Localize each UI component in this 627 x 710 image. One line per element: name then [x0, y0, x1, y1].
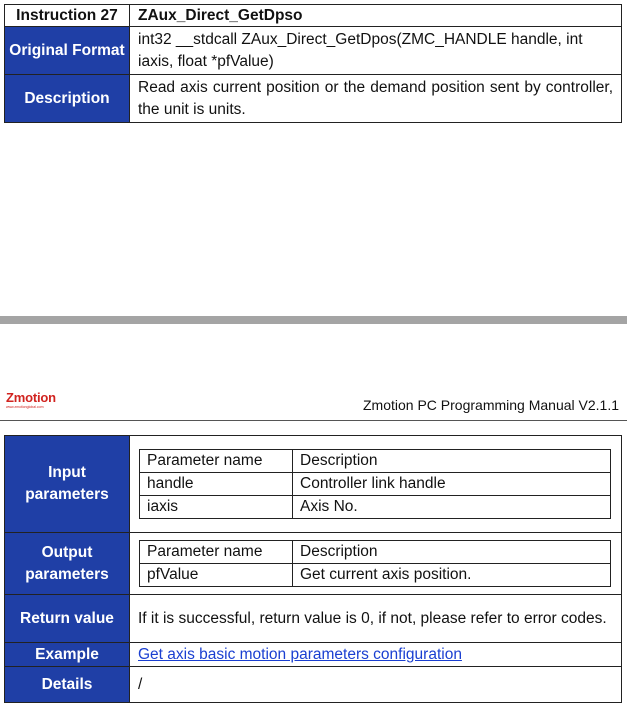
input-parameters-label: Input parameters	[5, 436, 130, 533]
param-name: iaxis	[140, 496, 293, 519]
output-header-description: Description	[293, 541, 611, 564]
output-header-name: Parameter name	[140, 541, 293, 564]
example-cell	[130, 643, 622, 667]
description-value: Read axis current position or the demand position sent by controller, the unit is units.	[130, 75, 622, 123]
example-label: Example	[5, 643, 130, 667]
manual-title: Zmotion PC Programming Manual V2.1.1	[363, 397, 619, 413]
param-description: Get current axis position.	[293, 564, 611, 587]
input-parameters-table	[139, 449, 611, 519]
details-value: /	[130, 667, 622, 703]
param-description: Controller link handle	[293, 473, 611, 496]
parameters-table	[4, 435, 622, 703]
details-label: Details	[5, 667, 130, 703]
instruction-table	[4, 4, 622, 123]
param-name: handle	[140, 473, 293, 496]
table-row	[140, 473, 611, 496]
output-parameters-table	[139, 540, 611, 587]
original-format-label: Original Format	[5, 27, 130, 75]
instruction-number: Instruction 27	[5, 5, 130, 27]
param-name: pfValue	[140, 564, 293, 587]
input-parameters-cell	[130, 436, 622, 533]
zmotion-logo	[6, 390, 56, 409]
example-link[interactable]: Get axis basic motion parameters configuration	[138, 645, 462, 663]
output-parameters-cell	[130, 533, 622, 595]
instruction-name: ZAux_Direct_GetDpso	[130, 5, 622, 27]
input-header-description: Description	[293, 450, 611, 473]
description-label: Description	[5, 75, 130, 123]
param-description: Axis No.	[293, 496, 611, 519]
return-value-text: If it is successful, return value is 0, if not, please refer to error codes.	[130, 595, 622, 643]
logo-text: Zmotion	[6, 390, 56, 405]
input-header-name: Parameter name	[140, 450, 293, 473]
page-separator	[0, 316, 627, 324]
table-row	[140, 564, 611, 587]
original-format-value: int32 __stdcall ZAux_Direct_GetDpos(ZMC_HANDLE handle, int iaxis, float *pfValue)	[130, 27, 622, 75]
logo-url: www.zmotionglobal.com	[6, 405, 44, 409]
return-value-label: Return value	[5, 595, 130, 643]
table-row	[140, 496, 611, 519]
header-rule	[0, 420, 627, 421]
output-parameters-label: Output parameters	[5, 533, 130, 595]
